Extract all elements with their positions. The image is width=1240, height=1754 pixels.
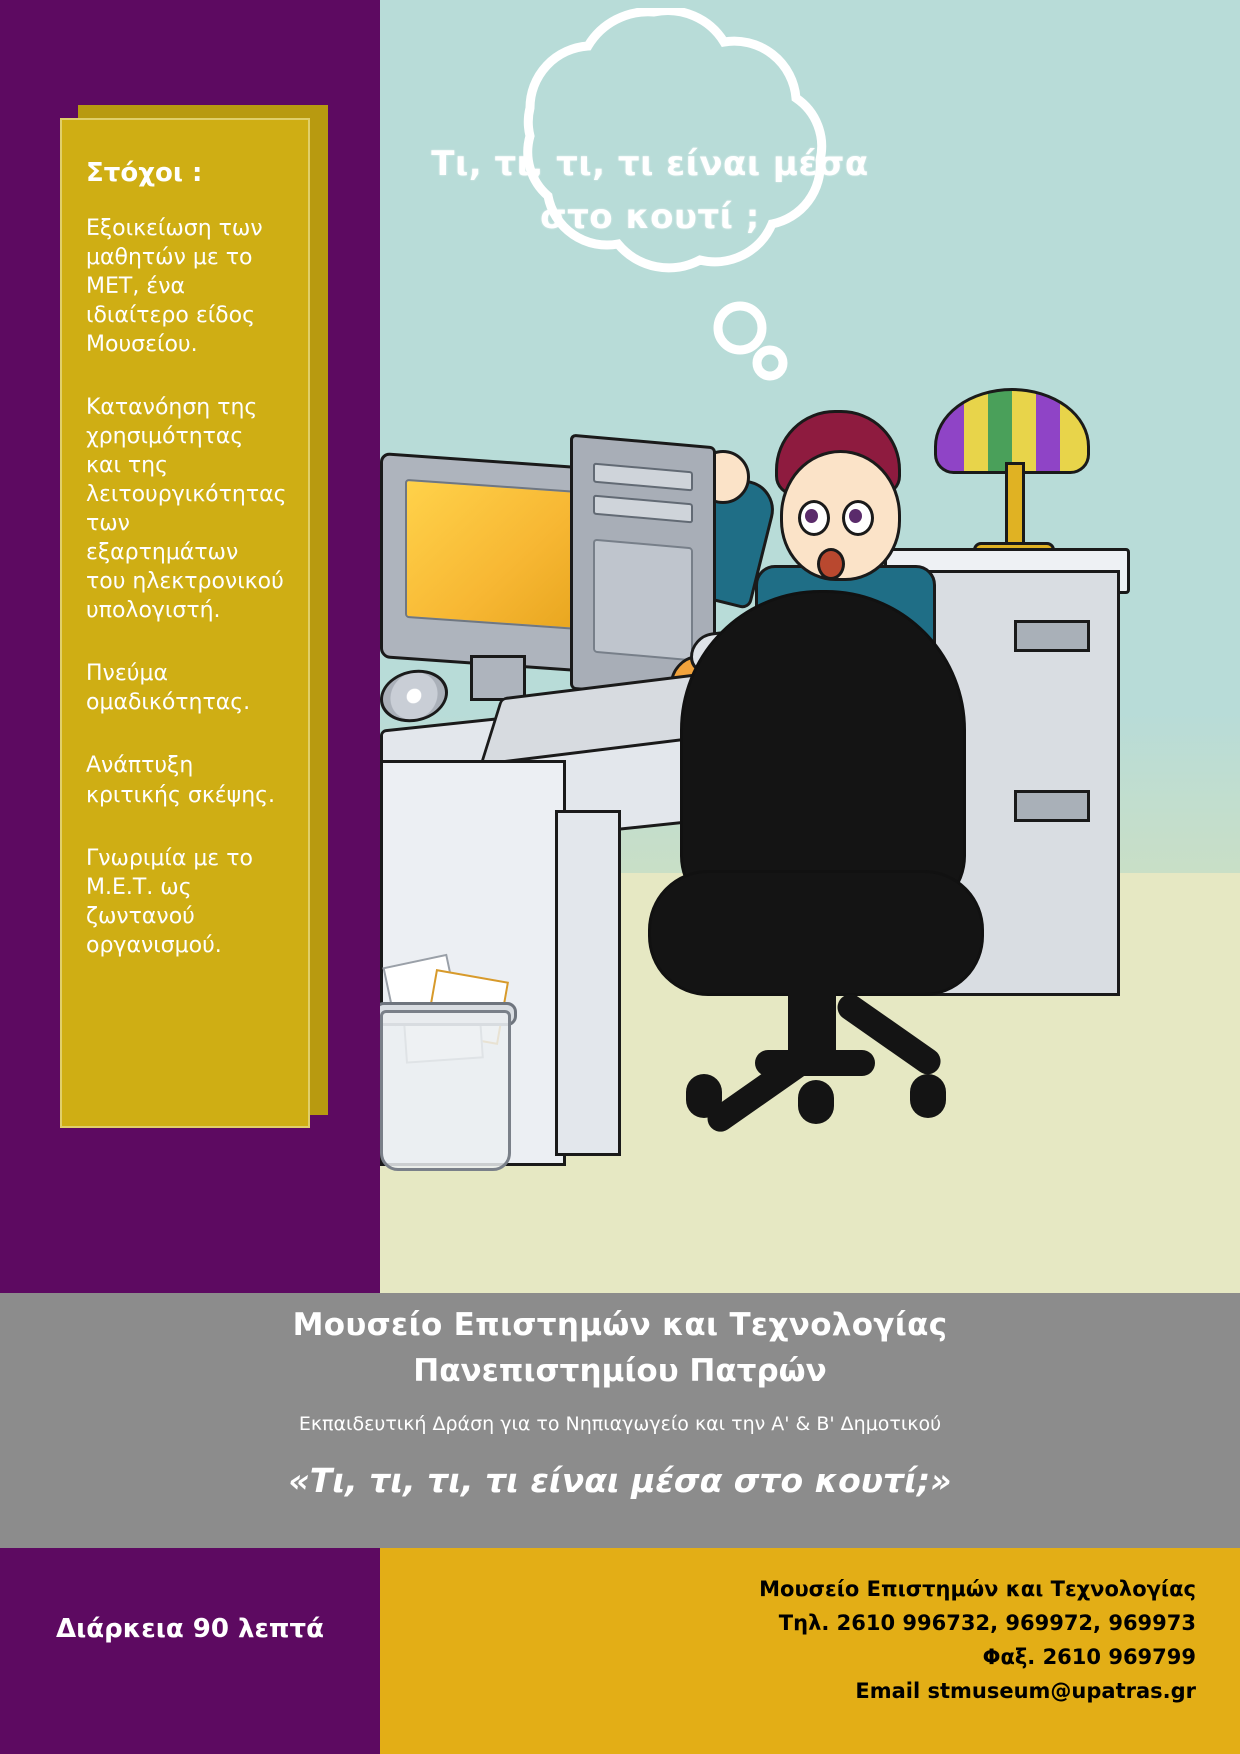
- duration-label: Διάρκεια 90 λεπτά: [56, 1614, 324, 1644]
- goals-title: Στόχοι :: [86, 158, 203, 188]
- waste-basket: [380, 1010, 511, 1171]
- goal-item: Ανάπτυξη κριτικής σκέψης.: [86, 753, 276, 808]
- museum-title-line-2: Πανεπιστημίου Πατρών: [413, 1353, 827, 1389]
- cd-disc: [380, 666, 448, 725]
- museum-title-line-1: Μουσείο Επιστημών και Τεχνολογίας: [292, 1307, 948, 1343]
- illustration-scene: [380, 0, 1240, 1293]
- contact-email: Email stmuseum@upatras.gr: [855, 1679, 1196, 1704]
- boy-pupil-right: [849, 509, 862, 523]
- cabinet-handle-lower: [1014, 790, 1090, 822]
- thought-bubble-text: Τι, τι, τι, τι είναι μέσα στο κουτί ;: [431, 144, 869, 237]
- chair-leg-center: [755, 1050, 875, 1076]
- monitor-screen: [405, 479, 579, 630]
- activity-quote-title: «Τι, τι, τι, τι είναι μέσα στο κουτί;»: [288, 1461, 952, 1500]
- boy-mouth: [817, 548, 845, 580]
- chair-wheel-center: [798, 1080, 834, 1124]
- boy-pupil-left: [805, 509, 818, 523]
- activity-subtitle: Εκπαιδευτική Δράση για το Νηπιαγωγείο και την Α' & Β' Δημοτικού: [298, 1413, 942, 1435]
- contact-museum-name: Μουσείο Επιστημών και Τεχνολογίας: [759, 1577, 1196, 1601]
- contact-phone: Τηλ. 2610 996732, 969972, 969973: [778, 1611, 1196, 1636]
- goal-item: Κατανόηση της χρησιμότητας και της λειτουργικότητας των εξαρτημάτων του ηλεκτρονικού υπολογιστή.: [86, 395, 287, 624]
- chair-base: [680, 1040, 950, 1120]
- thought-bubble: [410, 8, 890, 408]
- goal-item: Εξοικείωση των μαθητών με το ΜΕΤ, ένα ιδιαίτερο είδος Μουσείου.: [86, 216, 263, 358]
- contact-fax: Φαξ. 2610 969799: [982, 1645, 1196, 1670]
- chair-wheel-left: [686, 1074, 722, 1118]
- chair-backrest: [680, 590, 966, 916]
- chair-wheel-right: [910, 1074, 946, 1118]
- tower-front-panel: [593, 539, 693, 662]
- desk-leg: [555, 810, 621, 1156]
- goal-item: Πνεύμα ομαδικότητας.: [86, 661, 251, 716]
- goals-box: [60, 118, 310, 1128]
- goal-item: Γνωριμία με το Μ.Ε.Τ. ως ζωντανού οργανισμού.: [86, 845, 253, 958]
- footer: [0, 1548, 1240, 1754]
- footer-duration-panel: [0, 1548, 380, 1754]
- monitor-stand: [470, 655, 526, 701]
- title-band: [0, 1293, 1240, 1548]
- tower-drive-slot-1: [593, 463, 693, 492]
- tower-drive-slot-2: [593, 495, 693, 524]
- footer-contact-panel: [380, 1548, 1240, 1754]
- cabinet-handle-upper: [1014, 620, 1090, 652]
